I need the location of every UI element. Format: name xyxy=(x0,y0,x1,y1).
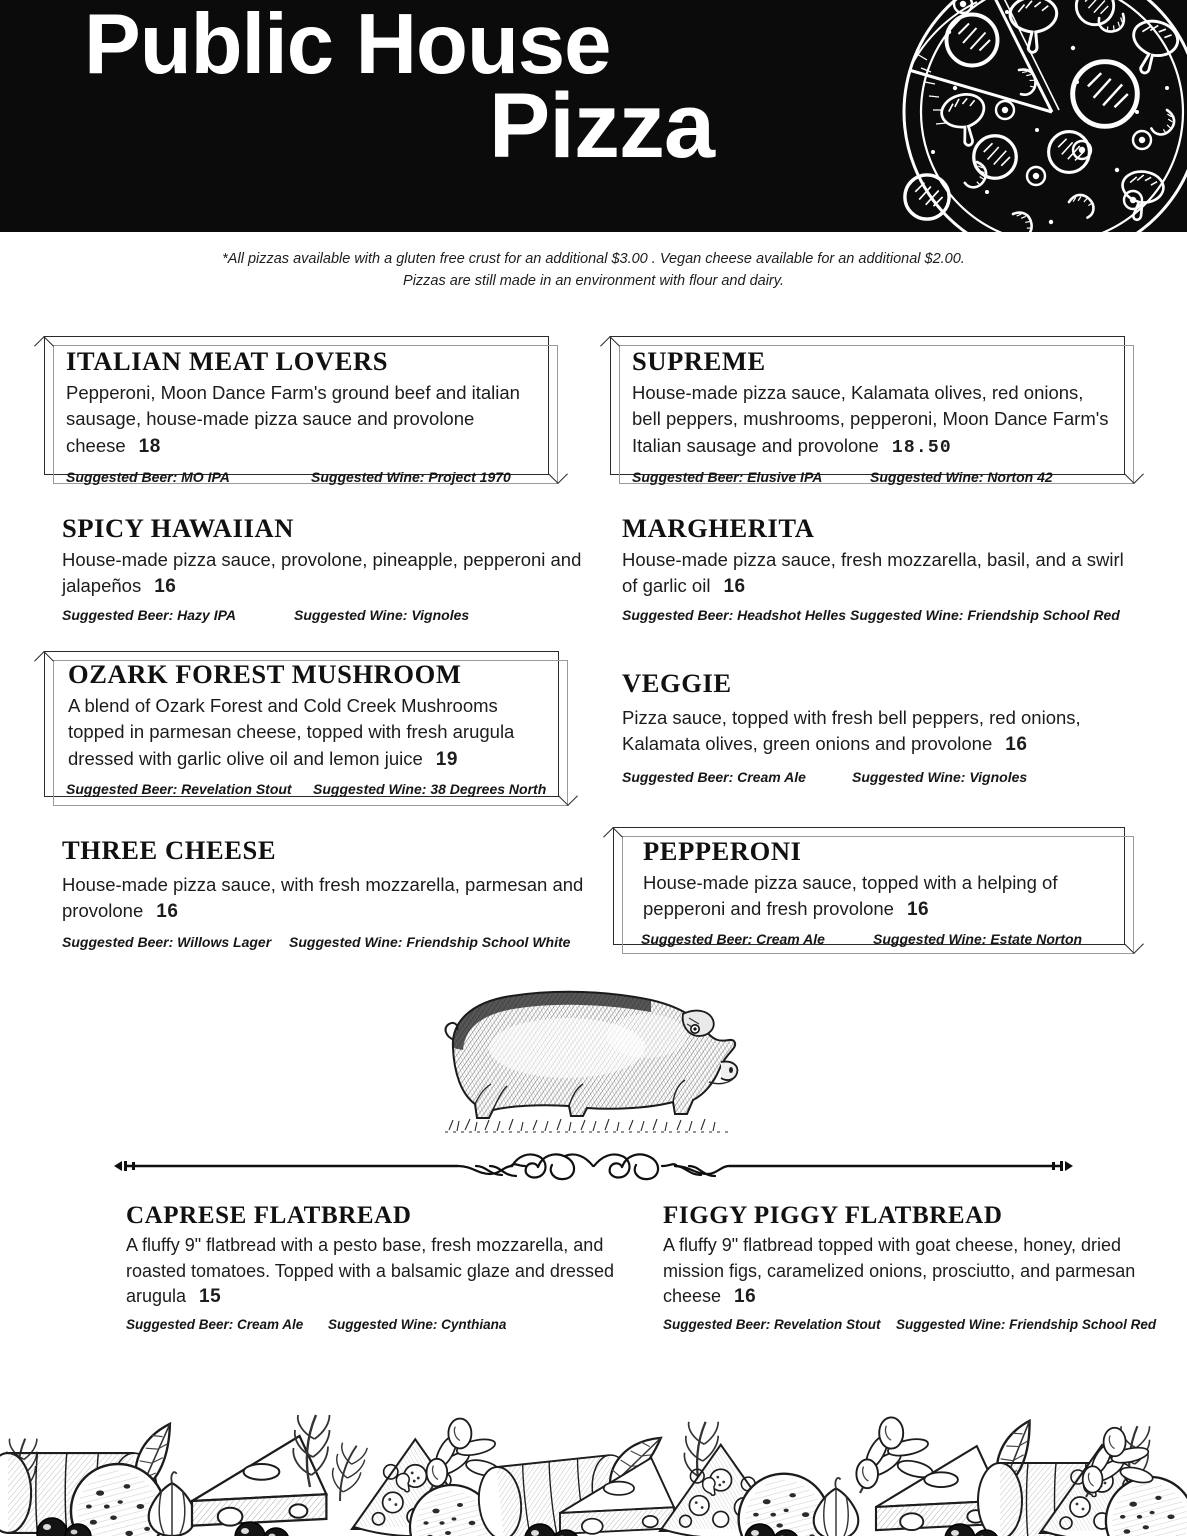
item-title: MARGHERITA xyxy=(622,513,815,543)
suggested-beer: Suggested Beer: Headshot Helles xyxy=(622,607,847,624)
suggested-wine: Suggested Wine: Vignoles xyxy=(294,607,470,624)
suggested-beer: Suggested Beer: Hazy IPA xyxy=(62,607,237,624)
pig-engraving-illustration-icon xyxy=(437,978,747,1143)
item-pairings xyxy=(632,469,1111,485)
item-description: House-made pizza sauce, Kalamata olives, red onions, bell peppers, mushrooms, pepperoni, Moon Dance Farm's Italian sausage and provolone 18.50 xyxy=(632,382,1109,458)
item-price: 16 xyxy=(156,901,179,923)
title-line-one: Public House xyxy=(84,0,611,92)
suggested-wine: Suggested Wine: Cynthiana xyxy=(328,1317,507,1333)
item-pairings xyxy=(66,781,549,797)
item-description: A fluffy 9" flatbread topped with goat cheese, honey, dried mission figs, caramelized onions, prosciutto, and parmesan cheese 16 xyxy=(663,1235,1136,1308)
item-price: 18.50 xyxy=(891,437,952,458)
item-description: House-made pizza sauce, provolone, pineapple, pepperoni and jalapeños 16 xyxy=(62,549,582,598)
item-description: House-made pizza sauce, topped with a helping of pepperoni and fresh provolone 16 xyxy=(643,872,1058,921)
suggested-wine: Suggested Wine: Project 1970 xyxy=(311,468,511,485)
item-title: PEPPERONI xyxy=(643,836,802,866)
item-price: 16 xyxy=(734,1286,757,1308)
suggested-beer: Suggested Beer: Revelation Stout xyxy=(663,1317,881,1333)
item-pairings xyxy=(663,1317,1173,1332)
menu-item-ozark-forest-mushroom[interactable] xyxy=(44,651,559,797)
item-price: 16 xyxy=(154,576,177,598)
menu-item-pepperoni[interactable] xyxy=(613,827,1125,948)
item-title: SUPREME xyxy=(632,346,766,376)
suggested-beer: Suggested Beer: Cream Ale xyxy=(126,1317,304,1333)
item-pairings xyxy=(62,934,592,950)
item-price: 18 xyxy=(138,435,161,457)
suggested-wine: Suggested Wine: 38 Degrees North xyxy=(313,780,547,797)
item-price: 19 xyxy=(435,748,458,770)
frame-corner-tick-bottom-right xyxy=(1124,934,1144,954)
item-pairings xyxy=(622,769,1142,785)
suggested-beer: Suggested Beer: Cream Ale xyxy=(641,931,825,948)
item-description: A fluffy 9" flatbread with a pesto base, fresh mozzarella, and roasted tomatoes. Topped with a balsamic glaze and dressed arugula 15 xyxy=(126,1235,614,1308)
item-pairings xyxy=(62,607,582,623)
suggested-wine: Suggested Wine: Friendship School Red xyxy=(896,1317,1157,1333)
item-title: ITALIAN MEAT LOVERS xyxy=(66,346,389,376)
menu-item-three-cheese[interactable] xyxy=(62,835,592,950)
disclaimer-line-1: *All pizzas available with a gluten free crust for an additional $3.00 . Vegan cheese available for an additional $2.00. xyxy=(222,251,965,267)
item-pairings xyxy=(126,1317,626,1332)
suggested-wine: Suggested Wine: Estate Norton xyxy=(873,931,1083,948)
menu-item-italian-meat-lovers[interactable] xyxy=(44,336,549,485)
item-description: Pizza sauce, topped with fresh bell peppers, red onions, Kalamata olives, green onions and provolone 16 xyxy=(622,707,1081,756)
food-illustration-border-icon xyxy=(0,1351,1187,1536)
item-title: SPICY HAWAIIAN xyxy=(62,513,294,543)
item-price: 15 xyxy=(199,1286,222,1308)
suggested-beer: Suggested Beer: Willows Lager xyxy=(62,934,272,951)
title-line-two: Pizza xyxy=(488,75,714,178)
frame-corner-tick-bottom-right xyxy=(1124,464,1144,484)
menu-item-veggie[interactable] xyxy=(622,668,1142,785)
suggested-beer: Suggested Beer: Cream Ale xyxy=(622,769,806,786)
item-title: FIGGY PIGGY FLATBREAD xyxy=(663,1202,1003,1229)
suggested-beer: Suggested Beer: Revelation Stout xyxy=(66,780,292,797)
item-pairings xyxy=(66,469,531,485)
menu-item-spicy-hawaiian[interactable] xyxy=(62,513,582,623)
item-description: House-made pizza sauce, with fresh mozzarella, parmesan and provolone 16 xyxy=(62,874,584,923)
item-description: Pepperoni, Moon Dance Farm's ground beef and italian sausage, house-made pizza sauce and provolone cheese 18 xyxy=(66,382,520,457)
suggested-beer: Suggested Beer: MO IPA xyxy=(66,468,230,485)
flourish-divider-icon xyxy=(110,1148,1077,1184)
menu-item-caprese-flatbread[interactable] xyxy=(126,1202,626,1332)
suggested-wine: Suggested Wine: Norton 42 xyxy=(870,469,1053,486)
menu-item-margherita[interactable] xyxy=(622,513,1142,623)
item-price: 16 xyxy=(906,899,930,921)
suggested-wine: Suggested Wine: Friendship School White xyxy=(289,934,571,951)
item-description: House-made pizza sauce, fresh mozzarella, basil, and a swirl of garlic oil 16 xyxy=(622,549,1124,598)
menu-item-supreme[interactable] xyxy=(610,336,1125,486)
frame-corner-tick-bottom-right xyxy=(558,786,578,806)
frame-corner-tick-bottom-right xyxy=(548,464,568,484)
item-title: OZARK FOREST MUSHROOM xyxy=(68,659,462,689)
item-title: THREE CHEESE xyxy=(62,835,277,865)
item-price: 16 xyxy=(1005,734,1028,756)
item-title: CAPRESE FLATBREAD xyxy=(126,1202,412,1229)
item-title: VEGGIE xyxy=(622,668,732,698)
disclaimer-line-2: Pizzas are still made in an environment with flour and dairy. xyxy=(403,273,784,290)
item-pairings xyxy=(622,607,1142,623)
item-price: 16 xyxy=(723,576,746,598)
suggested-beer: Suggested Beer: Elusive IPA xyxy=(632,469,823,486)
menu-item-figgy-piggy-flatbread[interactable] xyxy=(663,1202,1173,1332)
item-pairings xyxy=(641,931,1111,947)
item-description: A blend of Ozark Forest and Cold Creek Mushrooms topped in parmesan cheese, topped with fresh arugula dressed with garlic olive oil and lemon juice 19 xyxy=(68,695,515,770)
suggested-wine: Suggested Wine: Vignoles xyxy=(852,769,1028,786)
suggested-wine: Suggested Wine: Friendship School Red xyxy=(850,607,1120,624)
